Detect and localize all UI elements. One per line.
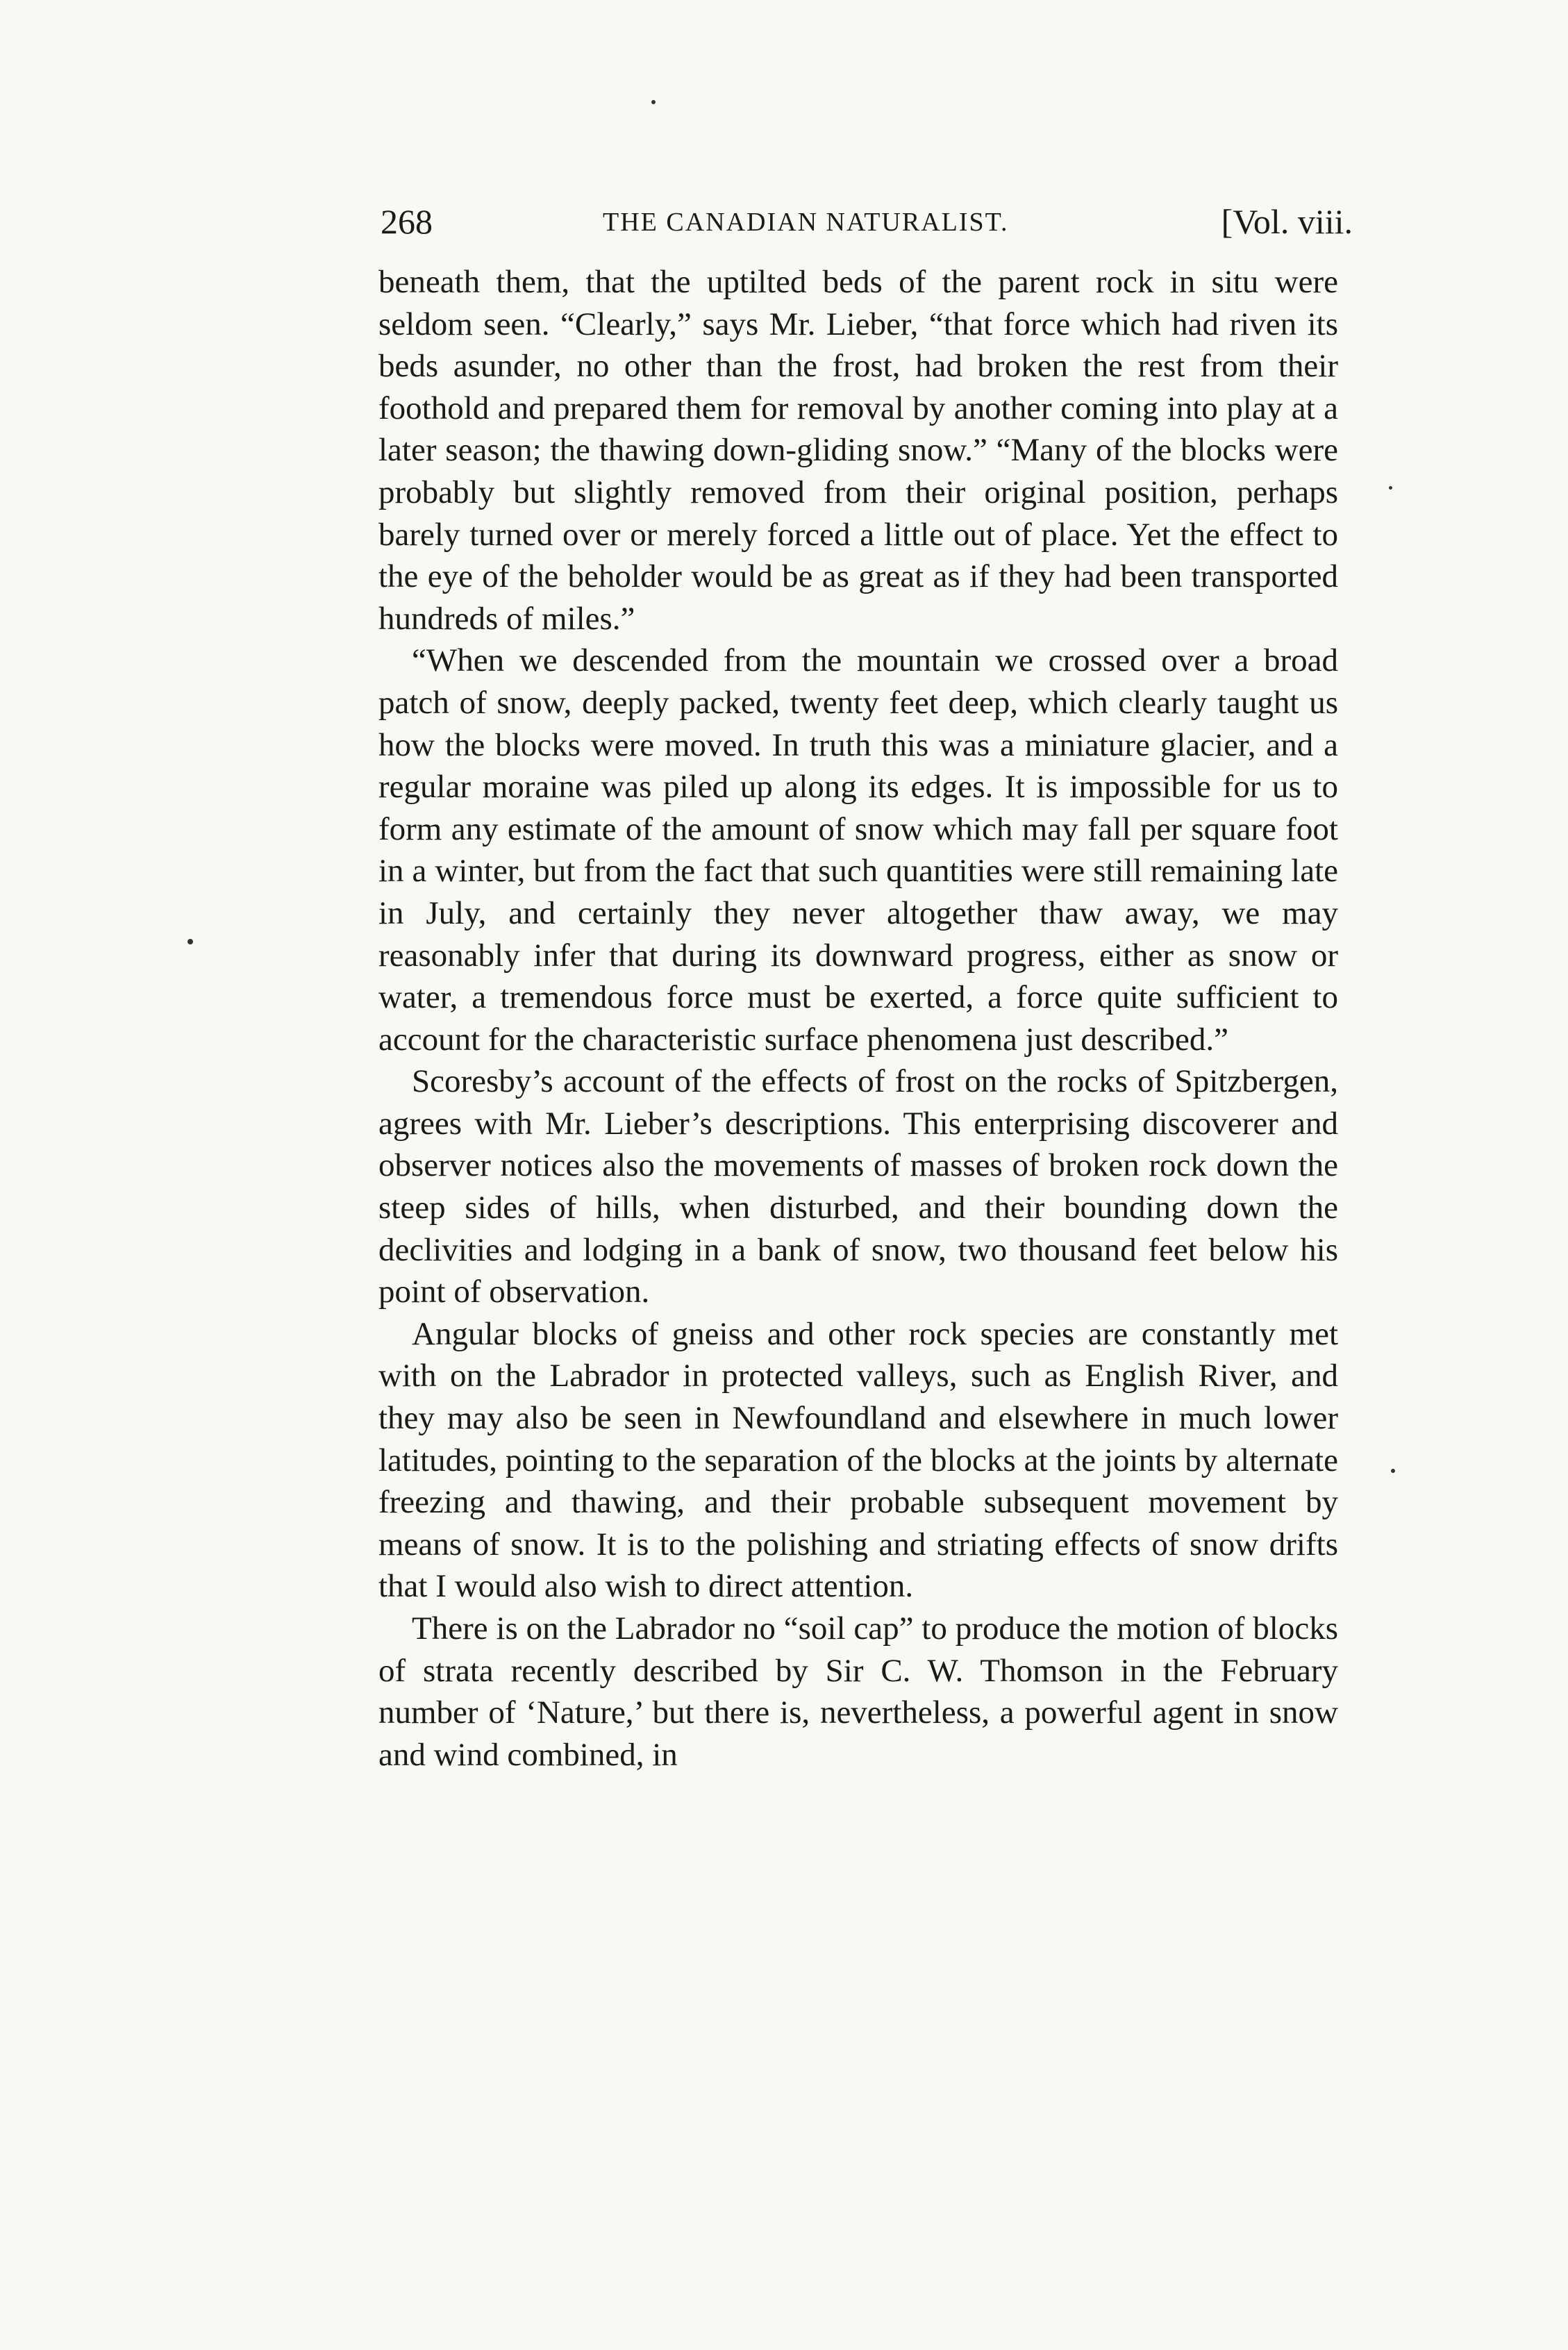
scan-speck	[1389, 486, 1392, 490]
paragraph-3: Scoresby’s account of the effects of frost on the rocks of Spitzbergen, agrees with Mr. Lieber’s descriptions. This enterprising discoverer and observer notices also the movements of masses of broken rock down the steep sides of hills, when disturbed, and their bounding down the declivities and lodging in a bank of snow, two thousand feet below his point of observation.	[378, 1063, 1338, 1310]
scan-speck	[1391, 1469, 1395, 1473]
paragraph-5: There is on the Labrador no “soil cap” to produce the motion of blocks of strata recently described by Sir C. W. Thomson in the February number of ‘Nature,’ but there is, nevertheless, a powerful agent in snow and wind combined, in	[378, 1610, 1338, 1773]
page-header	[381, 201, 1353, 243]
body-text	[378, 261, 1338, 1776]
running-title: THE CANADIAN NATURALIST.	[603, 208, 1009, 237]
scan-speck	[187, 939, 193, 944]
page-number: 268	[381, 202, 433, 241]
paragraph-4: Angular blocks of gneiss and other rock species are constantly met with on the Labrador in protected valleys, such as English River, and they may also be seen in Newfoundland and elsewhere in much lower latitudes, pointing to the separation of the blocks at the joints by alternate freezing and thawing, and their probable subsequent movement by means of snow. It is to the polishing and striating effects of snow drifts that I would also wish to direct attention.	[378, 1315, 1338, 1605]
paragraph-2: “When we descended from the mountain we crossed over a broad patch of snow, deeply packed, twenty feet deep, which clearly taught us how the blocks were moved. In truth this was a miniature glacier, and a regular moraine was piled up along its edges. It is impossible for us to form any estimate of the amount of snow which may fall per square foot in a winter, but from the fact that such quantities were still remaining late in July, and certainly they never altogether thaw away, we may reasonably infer that during its downward progress, either as snow or water, a tremendous force must be exerted, a force quite sufficient to account for the characteristic surface phenomena just described.”	[378, 642, 1338, 1058]
volume-label: [Vol. viii.	[1221, 202, 1353, 241]
scan-speck	[651, 100, 656, 104]
paragraph-1: beneath them, that the uptilted beds of the parent rock in situ were seldom seen. “Clearly,” says Mr. Lieber, “that force which had riven its beds asunder, no other than the frost, had broken the rest from their foothold and prepared them for removal by another coming into play at a later season; the thawing down-gliding snow.” “Many of the blocks were probably but slightly removed from their original position, perhaps barely turned over or merely forced a little out of place. Yet the effect to the eye of the beholder would be as great as if they had been transported hundreds of miles.”	[378, 264, 1338, 637]
